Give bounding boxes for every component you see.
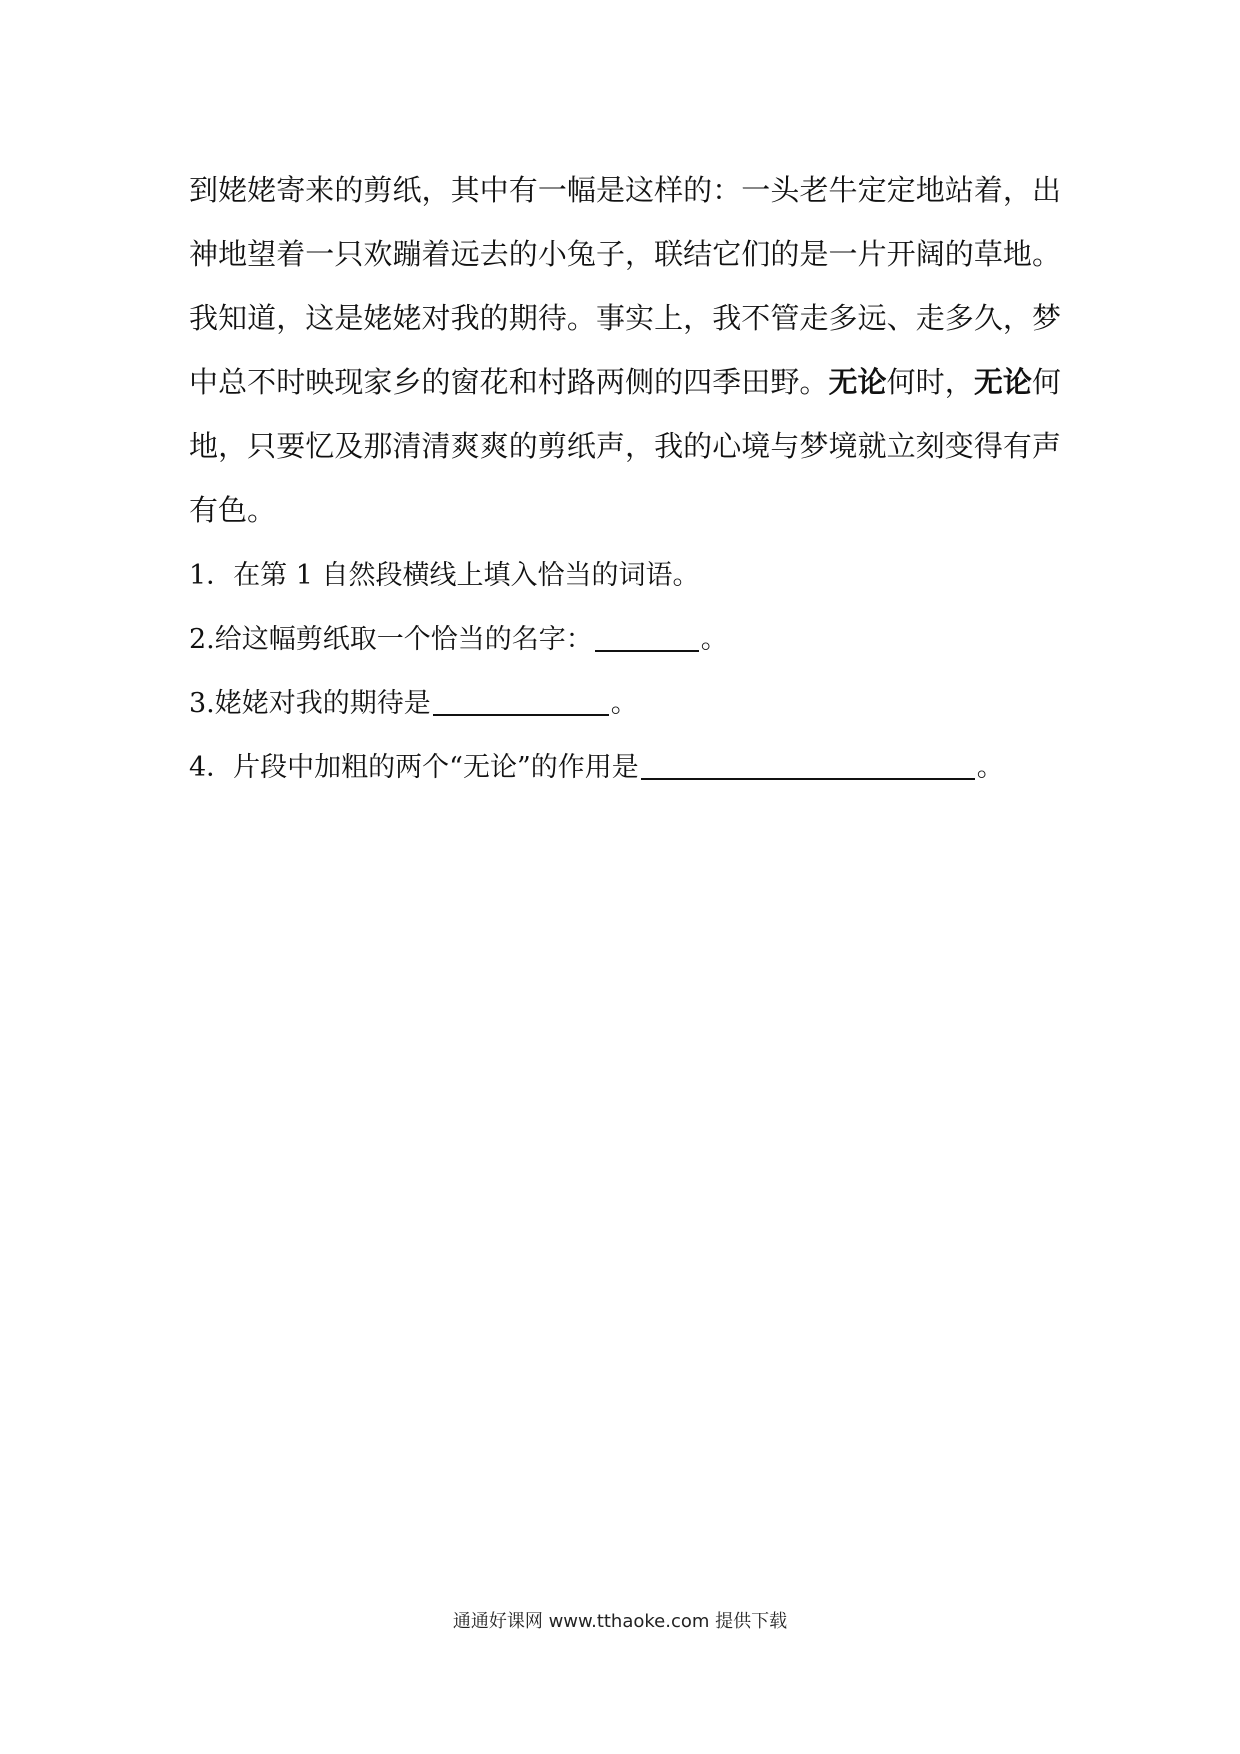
passage-line-1: 到姥姥寄来的剪纸，其中有一幅是这样的：一头老牛定定地站着，出: [189, 173, 1061, 207]
bold-word-wulun-1: 无论: [828, 365, 887, 399]
reading-passage: [189, 158, 1061, 542]
passage-line-3: 我知道，这是姥姥对我的期待。事实上，我不管走多远、走多久，梦: [189, 301, 1061, 335]
passage-line-2: 神地望着一只欢蹦着远去的小兔子，联结它们的是一片开阔的草地。: [189, 237, 1061, 271]
question-4-end: 。: [976, 752, 1004, 783]
answer-blank-2[interactable]: [595, 620, 699, 652]
bold-word-wulun-2: 无论: [973, 365, 1032, 399]
passage-text: 中总不时映现家乡的窗花和村路两侧的四季田野。: [189, 365, 829, 399]
question-2-text: 2.给这幅剪纸取一个恰当的名字：: [189, 624, 593, 655]
passage-line-4: [189, 350, 1061, 414]
passage-line-5: 地，只要忆及那清清爽爽的剪纸声，我的心境与梦境就立刻变得有声: [189, 429, 1061, 463]
question-3: [189, 672, 1089, 736]
question-3-end: 。: [610, 688, 638, 719]
question-2: [189, 608, 1089, 672]
question-2-end: 。: [700, 624, 728, 655]
passage-text: 何: [1031, 365, 1061, 399]
answer-blank-4[interactable]: [641, 748, 975, 780]
answer-blank-3[interactable]: [433, 684, 609, 716]
passage-line-6: 有色。: [189, 493, 277, 527]
question-3-text: 3.姥姥对我的期待是: [189, 688, 431, 719]
footer-source: 通通好课网 www.tthaoke.com 提供下载: [452, 1611, 788, 1632]
question-list: [189, 544, 1089, 800]
question-4-text: 4．片段中加粗的两个“无论”的作用是: [189, 752, 639, 783]
question-1: 1．在第 1 自然段横线上填入恰当的词语。: [189, 560, 700, 591]
passage-text: 何时，: [886, 365, 974, 399]
question-4: [189, 736, 1089, 800]
